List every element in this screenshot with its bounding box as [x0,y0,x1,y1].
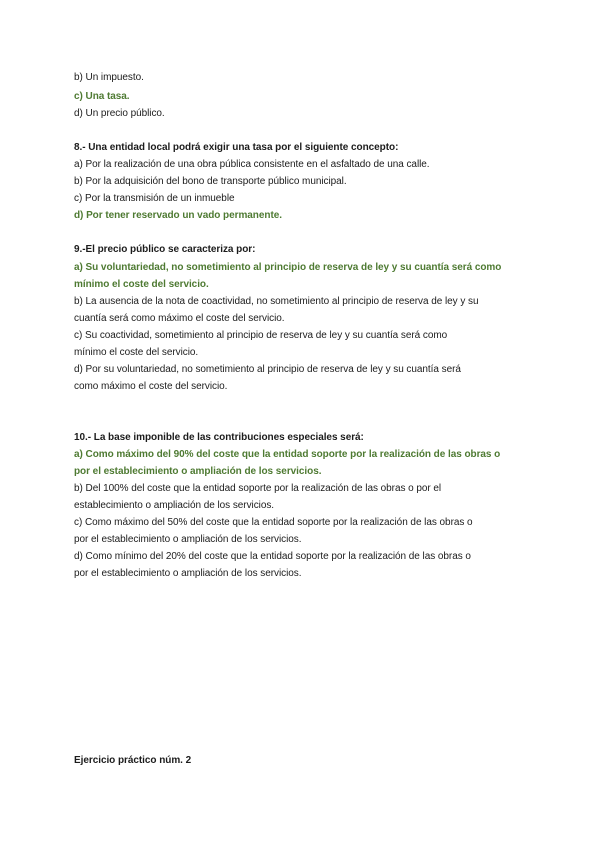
q9-option-c-line1: c) Su coactividad, sometimiento al principio de reserva de ley y su cuantía será como [74,330,448,341]
q9-option-b-line2: cuantía será como máximo el coste del servicio. [74,313,285,324]
section-heading: Ejercicio práctico núm. 2 [74,755,192,766]
q9-question: 9.-El precio público se caracteriza por: [74,244,256,255]
q10-option-b-line2: establecimiento o ampliación de los servicios. [74,500,275,511]
q10-option-a-correct-line1: a) Como máximo del 90% del coste que la entidad soporte por la realización de las obras o [74,449,501,460]
q8-option-d-correct: d) Por tener reservado un vado permanente. [74,210,282,221]
q7-option-c-correct: c) Una tasa. [74,91,130,102]
q10-option-c-line2: por el establecimiento o ampliación de los servicios. [74,534,302,545]
q9-option-a-correct-line1: a) Su voluntariedad, no sometimiento al principio de reserva de ley y su cuantía será como [74,262,502,273]
q9-option-d-line2: como máximo el coste del servicio. [74,381,228,392]
q10-option-a-correct-line2: por el establecimiento o ampliación de los servicios. [74,466,322,477]
q10-option-d-line2: por el establecimiento o ampliación de los servicios. [74,568,302,579]
q10-option-c-line1: c) Como máximo del 50% del coste que la entidad soporte por la realización de las obras o [74,517,473,528]
q9-option-b-line1: b) La ausencia de la nota de coactividad, no sometimiento al principio de reserva de ley y su [74,296,479,307]
q8-option-b: b) Por la adquisición del bono de transporte público municipal. [74,176,347,187]
q8-option-a: a) Por la realización de una obra pública consistente en el asfaltado de una calle. [74,159,430,170]
q7-option-b: b) Un impuesto. [74,72,144,83]
q7-option-d: d) Un precio público. [74,108,165,119]
q10-option-d-line1: d) Como mínimo del 20% del coste que la entidad soporte por la realización de las obras o [74,551,471,562]
q8-question: 8.- Una entidad local podrá exigir una tasa por el siguiente concepto: [74,142,399,153]
q9-option-a-correct-line2: mínimo el coste del servicio. [74,279,209,290]
q8-option-c: c) Por la transmisión de un inmueble [74,193,235,204]
q9-option-d-line1: d) Por su voluntariedad, no sometimiento al principio de reserva de ley y su cuantía será [74,364,461,375]
q10-option-b-line1: b) Del 100% del coste que la entidad soporte por la realización de las obras o por el [74,483,442,494]
q9-option-c-line2: mínimo el coste del servicio. [74,347,199,358]
q10-question: 10.- La base imponible de las contribuciones especiales será: [74,432,364,443]
